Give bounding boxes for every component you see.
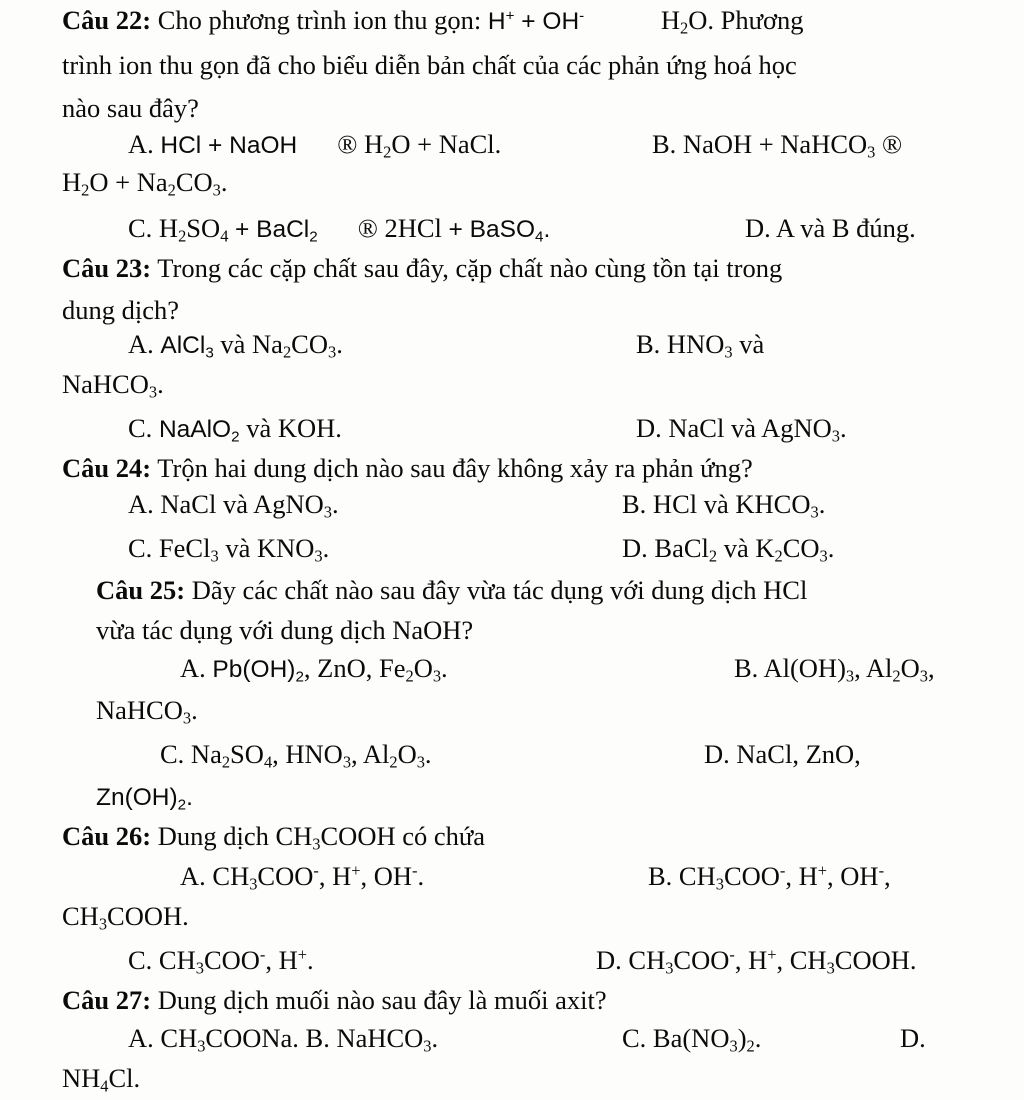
question-26-option-d: D. $CH_3COO^-$, H+, $CH_3COOH$. [596, 944, 917, 978]
question-22-line-3: nào sau đây? [62, 93, 199, 123]
question-24-option-d: D. BaCl$_2$ và $K_2CO_3$. [622, 533, 835, 566]
question-23-line-1: Câu 23: Trong các cặp chất sau đây, cặp chất nào cùng tồn tại trong [62, 253, 783, 283]
question-26-option-b-cont: $CH_3COOH$. [62, 901, 189, 934]
question-22-option-c: C. $H_2SO_4$ + BaCl$_2$ ® 2HCl + BaSO$_4$. [128, 213, 551, 246]
ionic-equation-rhs: $H_2O$ [660, 5, 708, 38]
question-25-line-1: Câu 25: Dãy các chất nào sau đây vừa tác dụng với dung dịch HCl [96, 575, 808, 605]
question-27-label: Câu 27: [62, 985, 152, 1015]
question-24-option-b: B. HCl và $KHCO_3$. [622, 489, 826, 522]
question-22-option-b: B. NaOH + NaHCO$_3$ ® [652, 129, 903, 162]
question-23-option-b: B. $HNO_3$ và [636, 329, 765, 362]
question-27-option-c: C. $Ba(NO_3)_2$. [622, 1023, 762, 1056]
question-23-option-b-cont: NaHCO$_3$. [62, 369, 164, 402]
question-27-option-d: D. [900, 1023, 926, 1053]
question-23-option-d: D. NaCl và AgNO$_3$. [636, 413, 847, 446]
question-24-option-c: C. FeCl$_3$ và $KNO_3$. [128, 533, 330, 566]
question-24-label: Câu 24: [62, 453, 152, 483]
question-25-option-b: B. $Al(OH)_3$, $Al_2O_3$, [734, 653, 935, 686]
question-24-line-1: Câu 24: Trộn hai dung dịch nào sau đây không xảy ra phản ứng? [62, 453, 753, 483]
ionic-equation-lhs: H+ + OH- [487, 7, 585, 35]
question-25-option-b-cont: NaHCO$_3$. [96, 695, 198, 728]
question-26-label: Câu 26: [62, 821, 152, 851]
question-22-option-d: D. A và B đúng. [745, 213, 916, 243]
question-25-option-d: D. NaCl, ZnO, [704, 739, 861, 769]
question-26-option-b: B. $CH_3COO^-$, H+, OH-, [648, 860, 891, 894]
question-23-label: Câu 23: [62, 253, 152, 283]
question-22-label: Câu 22: [62, 5, 152, 35]
question-22-stem-part: Cho phương trình ion thu gọn: [157, 5, 482, 35]
question-23-option-a: A. AlCl$_3$ và $Na_2CO_3$. [128, 329, 343, 362]
question-23-option-c: C. NaAlO$_2$ và KOH. [128, 413, 342, 446]
question-26-option-c: C. $CH_3COO^-$, H+. [128, 944, 314, 978]
question-25-line-2: vừa tác dụng với dung dịch NaOH? [96, 615, 474, 645]
question-25-option-c: C. $Na_2SO_4$, $HNO_3$, $Al_2O_3$. [160, 739, 432, 772]
question-27-option-d-cont: $NH_4Cl$. [62, 1063, 141, 1096]
question-23-line-2: dung dịch? [62, 295, 180, 325]
question-26-line-1: Câu 26: Dung dịch $CH_3COOH$ có chứa [62, 821, 485, 854]
question-22-stem-end: . Phương [707, 5, 804, 35]
question-27-option-a: A. $CH_3COONa$. B. NaHCO$_3$. [128, 1023, 439, 1056]
question-25-option-d-cont: $Zn(OH)_2$. [96, 784, 193, 814]
question-24-option-a: A. NaCl và AgNO$_3$. [128, 489, 339, 522]
question-22-line-1 [62, 2, 803, 40]
question-22-line-2: trình ion thu gọn đã cho biểu diễn bản chất của các phản ứng hoá học [62, 50, 797, 80]
question-25-label: Câu 25: [96, 575, 186, 605]
question-22-option-b-cont: $H_2O + Na_2CO_3$. [62, 167, 228, 200]
question-25-option-a: A. $Pb(OH)_2$, ZnO, $Fe_2O_3$. [180, 653, 448, 686]
question-26-option-a: A. $CH_3COO^-$, H+, OH-. [180, 860, 425, 894]
question-22-option-a: A. HCl + NaOH ® $H_2O$ + NaCl. [128, 129, 502, 162]
question-27-line-1: Câu 27: Dung dịch muối nào sau đây là muối axit? [62, 985, 607, 1015]
